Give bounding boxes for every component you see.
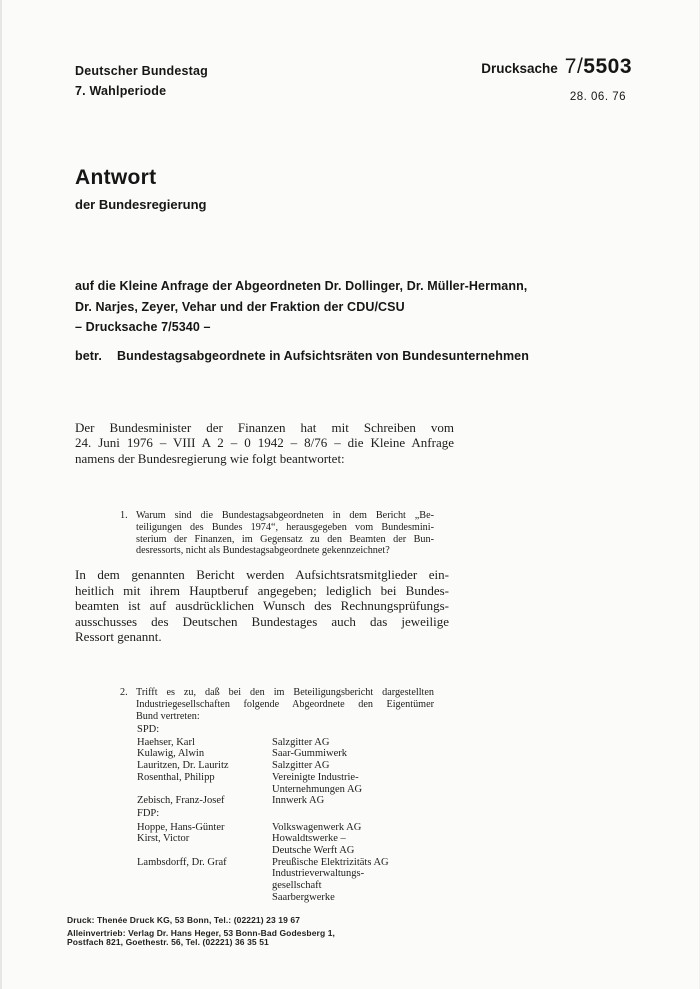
subject-line: auf die Kleine Anfrage der Abgeordneten Dr. Dollinger, Dr. Müller-Hermann, [75, 279, 528, 293]
doc-label: Drucksache [481, 61, 558, 76]
text-line: ausschusses des Deutschen Bundestages auch das jeweilige [75, 613, 449, 629]
company-line: Saar-Gummiwerk [272, 748, 348, 760]
list-item [137, 748, 467, 760]
company-line: Salzgitter AG [272, 760, 330, 772]
page-subtitle: der Bundesregierung [75, 197, 207, 212]
intro-paragraph [75, 420, 454, 466]
text-line: teiligungen des Bundes 1974“, herausgegeben vom Bundesmini- [136, 521, 434, 533]
header-left [75, 61, 208, 101]
member-companies [272, 760, 467, 772]
text-line: desressorts, nicht als Bundestagsabgeordnete gekennzeichnet? [136, 545, 390, 557]
member-name: Lauritzen, Dr. Lauritz [137, 760, 229, 772]
company-line: Deutsche Werft AG [272, 845, 355, 857]
imprint-line: Alleinvertrieb: Verlag Dr. Hans Heger, 53 Bonn-Bad Godesberg 1, [67, 927, 335, 938]
member-companies [272, 822, 467, 834]
betreff-label: betr. [75, 348, 102, 363]
list-item [137, 760, 467, 772]
company-line: Innwerk AG [272, 795, 325, 807]
company-line: Saarbergwerke [272, 891, 335, 903]
representatives-list [137, 724, 467, 904]
member-name: Kirst, Victor [137, 833, 190, 845]
org-name: Deutscher Bundestag [75, 64, 208, 78]
text-line: heitlich mit ihrem Hauptberuf angegeben; lediglich bei Bundes- [75, 582, 449, 598]
member-companies [272, 857, 467, 904]
member-name: Hoppe, Hans-Günter [137, 821, 225, 833]
imprint-line: Postfach 821, Goethestr. 56, Tel. (02221) 36 35 51 [67, 937, 269, 947]
imprint-distribution [67, 929, 335, 948]
list-item [137, 737, 467, 749]
text-line: In dem genannten Bericht werden Aufsichtsratsmitglieder ein- [75, 567, 449, 582]
company-line: gesellschaft [272, 880, 322, 892]
question-number: 1. [120, 510, 128, 521]
subject-line: – Drucksache 7/5340 – [75, 320, 211, 334]
text-line: Der Bundesminister der Finanzen hat mit Schreiben vom [75, 420, 454, 435]
question-text [136, 510, 434, 557]
legislative-period: 7. Wahlperiode [75, 84, 167, 98]
member-companies [272, 772, 467, 795]
member-name: Haehser, Karl [137, 736, 195, 748]
imprint-print-line: Druck: Thenée Druck KG, 53 Bonn, Tel.: (02221) 23 19 67 [67, 915, 301, 925]
text-line: Industriegesellschaften folgende Abgeordnete den Eigentümer [136, 698, 434, 710]
doc-date: 28. 06. 76 [569, 91, 626, 103]
imprint [67, 916, 335, 948]
question-text [136, 687, 434, 722]
title-block [75, 166, 206, 212]
answer-1-paragraph [75, 567, 449, 645]
subject-line: Dr. Narjes, Zeyer, Vehar und der Fraktion der CDU/CSU [75, 299, 405, 314]
member-companies [272, 833, 467, 856]
company-line: Preußische Elektrizitäts AG [272, 856, 389, 868]
member-companies [272, 795, 467, 807]
text-line: 24. Juni 1976 – VIII A 2 – 0 1942 – 8/76 – die Kleine Anfrage [75, 435, 454, 451]
question-number: 2. [120, 687, 128, 698]
list-item [137, 833, 467, 856]
party-heading-spd: SPD: [137, 724, 160, 735]
question-2 [120, 687, 434, 722]
subject-block [75, 276, 655, 366]
doc-number-line [481, 55, 632, 79]
text-line: Trifft es zu, daß bei den im Beteiligungsbericht dargestellten [136, 687, 434, 698]
company-line: Vereinigte Industrie- [272, 771, 359, 783]
list-item [137, 857, 467, 904]
list-item [137, 822, 467, 834]
company-line: Salzgitter AG [272, 736, 330, 748]
text-line: Ressort genannt. [75, 629, 162, 644]
text-line: namens der Bundesregierung wie folgt beantwortet: [75, 450, 345, 466]
question-1 [120, 510, 434, 557]
text-line: beamten ist auf ausdrücklichen Wunsch des Rechnungsprüfungs- [75, 598, 449, 613]
text-line: Warum sind die Bundestagsabgeordneten in dem Bericht „Be- [136, 510, 434, 521]
party-heading-fdp: FDP: [137, 807, 160, 819]
list-item [137, 772, 467, 795]
member-companies [272, 737, 467, 749]
company-line: Unternehmungen AG [272, 783, 363, 795]
text-line: Bund vertreten: [136, 710, 200, 722]
betreff-row [75, 346, 655, 367]
member-name: Zebisch, Franz-Josef [137, 795, 225, 807]
betreff-text: Bundestagsabgeordnete in Aufsichtsräten von Bundesunternehmen [117, 348, 529, 363]
list-item [137, 795, 467, 807]
company-line: Howaldtswerke – [272, 833, 346, 845]
member-name: Kulawig, Alwin [137, 748, 205, 760]
company-line: Industrieverwaltungs- [272, 868, 365, 880]
company-line: Volkswagenwerk AG [272, 821, 362, 833]
page-title: Antwort [75, 166, 157, 189]
member-companies [272, 748, 467, 760]
doc-number: 7/5503 [564, 55, 632, 78]
member-name: Lambsdorff, Dr. Graf [137, 856, 227, 868]
text-line: sterium der Finanzen, im Gegensatz zu den Beamten der Bun- [136, 533, 434, 545]
header-right [481, 55, 632, 103]
member-name: Rosenthal, Philipp [137, 771, 215, 783]
